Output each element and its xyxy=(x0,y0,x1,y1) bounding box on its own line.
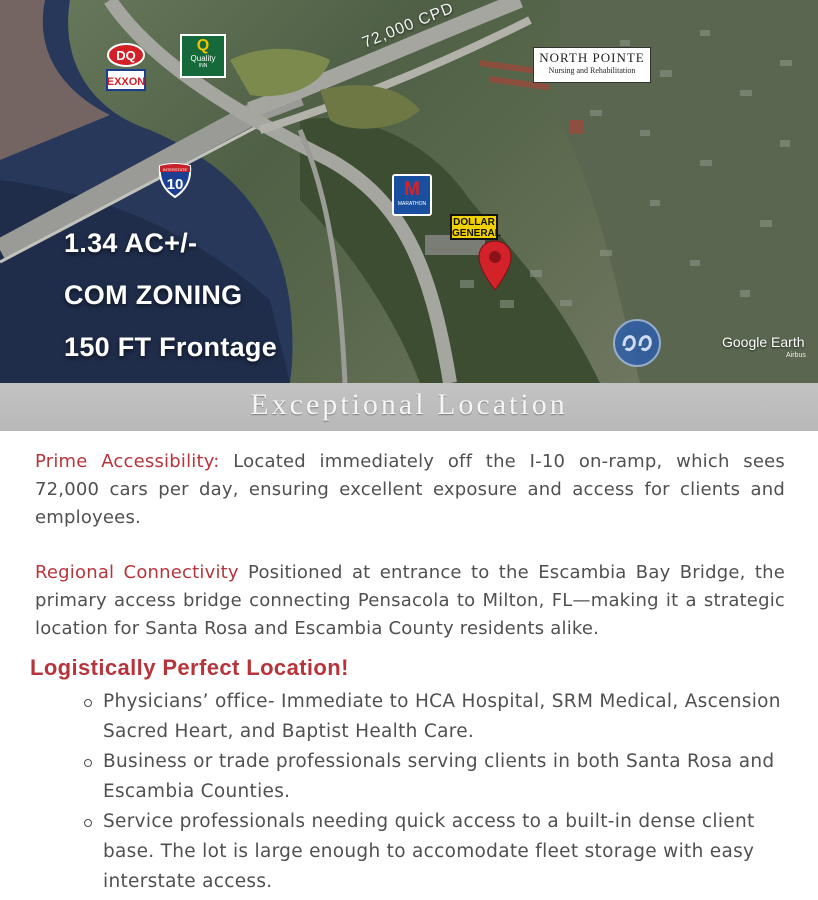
marathon-name: MARATHON xyxy=(397,201,427,207)
list-item-text: Physicians’ office- Immediate to HCA Hospital, SRM Medical, Ascension Sacred Heart, and Baptist Health Care. xyxy=(103,691,781,742)
quality-inn-logo xyxy=(180,34,226,78)
location-pin-icon xyxy=(477,240,513,292)
ge-logo-icon xyxy=(612,318,662,368)
list-item-text: Service professionals needing quick access to a built-in dense client base. The lot is large enough to accomodate fleet storage with easy interstate access. xyxy=(103,811,755,892)
interstate-shield-number: 10 xyxy=(166,176,184,193)
quality-inn-mark: Q xyxy=(196,37,210,54)
marathon-logo xyxy=(392,174,432,216)
aerial-map xyxy=(0,0,818,383)
north-pointe-logo xyxy=(533,47,651,83)
paragraph-prime-accessibility xyxy=(35,448,785,532)
north-pointe-title: NORTH POINTE xyxy=(539,50,645,65)
paragraph-highlight: Regional Connectivity xyxy=(35,562,239,583)
zoning-label: COM ZONING xyxy=(64,280,243,310)
dq-logo-text: DQ xyxy=(116,48,136,63)
dq-exxon-logo xyxy=(106,42,146,94)
google-earth-attribution: Google Earth xyxy=(722,334,805,350)
frontage-label: 150 FT Frontage xyxy=(64,332,278,362)
paragraph-regional-connectivity xyxy=(35,559,785,643)
section-banner xyxy=(0,383,818,431)
bullet-circle-icon xyxy=(84,699,92,707)
interstate-10-shield-icon xyxy=(158,162,192,198)
bullet-list xyxy=(84,687,784,897)
bullet-circle-icon xyxy=(84,759,92,767)
acreage-label: 1.34 AC+/- xyxy=(64,228,198,258)
banner-title: Exceptional Location xyxy=(250,388,568,421)
list-item xyxy=(84,807,784,897)
exxon-logo-text: EXXON xyxy=(106,76,146,88)
bullet-circle-icon xyxy=(84,819,92,827)
section-heading: Logistically Perfect Location! xyxy=(30,655,349,680)
paragraph-text: Located immediately off the I-10 on-ramp, which sees 72,000 cars per day, ensuring excellent exposure and access for clients and employees. xyxy=(35,451,785,528)
airbus-attribution: Airbus xyxy=(786,352,806,359)
traffic-count-label: 72,000 CPD xyxy=(360,0,457,52)
list-item xyxy=(84,687,784,747)
north-pointe-subtitle: Nursing and Rehabilitation xyxy=(548,66,636,75)
interstate-shield-top-text: INTERSTATE xyxy=(162,167,188,172)
paragraph-text: Positioned at entrance to the Escambia Bay Bridge, the primary access bridge connecting Pensacola to Milton, FL—making it a strategic location for Santa Rosa and Escambia County residents alike. xyxy=(35,562,785,639)
quality-inn-sub: INN xyxy=(198,63,208,69)
marathon-mark: M xyxy=(404,179,420,200)
quality-inn-name: Quality xyxy=(190,54,216,63)
list-item xyxy=(84,747,784,807)
list-item-text: Business or trade professionals serving clients in both Santa Rosa and Escambia Counties. xyxy=(103,751,775,802)
paragraph-highlight: Prime Accessibility: xyxy=(35,451,220,472)
dollar-general-logo: DOLLAR GENERAL xyxy=(450,214,498,240)
